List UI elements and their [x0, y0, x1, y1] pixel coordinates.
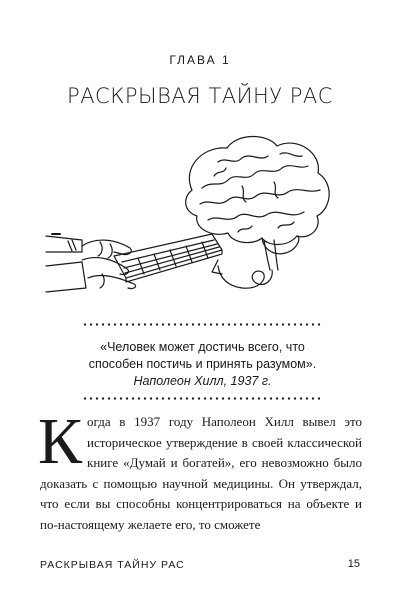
running-title: РАСКРЫВАЯ ТАЙНУ РАС — [40, 559, 185, 571]
drop-cap: К — [38, 405, 83, 478]
chapter-label: ГЛАВА 1 — [169, 53, 231, 67]
brain-keyboard-illustration — [42, 128, 332, 298]
dotted-divider-top — [82, 323, 322, 326]
dotted-divider-bottom — [82, 397, 322, 400]
body-paragraph: огда в 1937 году Наполеон Хилл вывел это историческое утверждение в своей классической книге «Думай и богатей», его невозможно было доказать с помощью научной медицины. Он утверждал, что если вы способны концентрироваться на объекте и по-настоящему желаете его, то сможете — [40, 414, 362, 532]
quote-line: способен постичь и принять разумом». — [88, 357, 317, 371]
quote-line: «Человек может достичь всего, что — [100, 340, 305, 354]
epigraph-quote — [60, 339, 345, 390]
chapter-title: РАСКРЫВАЯ ТАЙНУ РАС — [67, 84, 333, 108]
page-number: 15 — [347, 558, 360, 570]
body-text — [38, 405, 362, 535]
quote-author: Наполеон Хилл, 1937 г. — [133, 374, 272, 388]
